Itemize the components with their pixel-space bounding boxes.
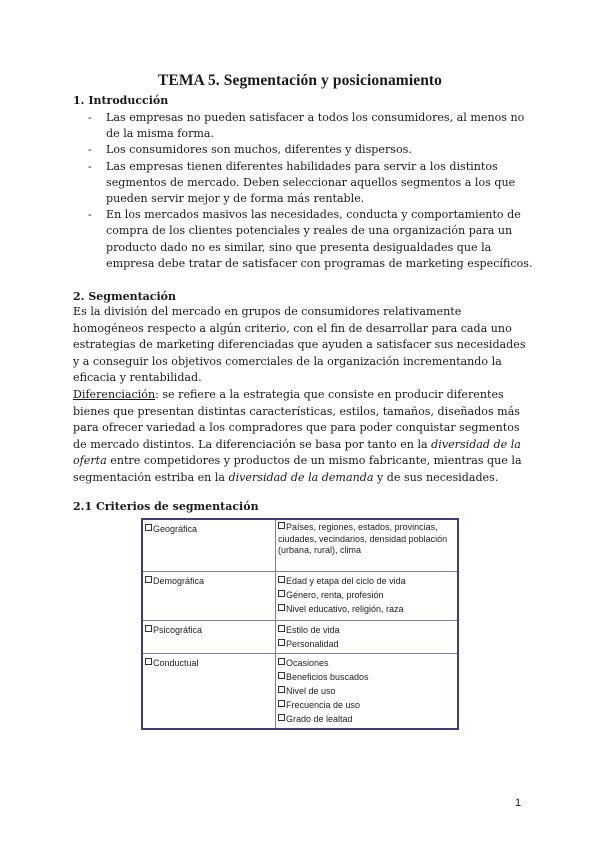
criteria-table [141, 518, 459, 730]
section-heading-criterios: 2.1 Criterios de segmentación [73, 500, 259, 513]
table-row [142, 572, 458, 621]
checkbox-square-icon [278, 686, 285, 693]
diferenciacion-paragraph [73, 387, 535, 486]
list-item-text: Las empresas tienen diferentes habilidades para servir a los distintos segmentos de mercado. Deben seleccionar aquellos segmentos a los que pueden servir mejor y de forma más rentable. [106, 159, 516, 206]
criterion-value: Frecuencia de uso [286, 700, 361, 710]
criterion-name: Demográfica [153, 576, 205, 586]
bullet-marker: - [88, 143, 92, 157]
checkbox-square-icon [278, 639, 285, 646]
criterion-value: Edad y etapa del ciclo de vida [286, 576, 406, 586]
checkbox-square-icon [145, 576, 152, 583]
criterion-cell [142, 654, 276, 730]
criterion-value: Nivel educativo, religión, raza [286, 604, 404, 614]
list-item [73, 159, 533, 208]
page-number: 1 [515, 797, 522, 809]
criterion-values-cell [276, 621, 459, 654]
list-item [73, 142, 533, 158]
checkbox-square-icon [278, 658, 285, 665]
criterion-name: Psicográfica [153, 625, 203, 635]
intro-bullet-list [73, 110, 533, 272]
diferenciacion-text: : se refiere a la estrategia que consiste en producir diferentes bienes que presentan distintas características, estilos, tamaños, diseñados más para ofrecer variedad a los compradores que para poder conquistar segmentos de mercado distintos. La diferenciación se basa por tanto en la [73, 388, 520, 451]
checkbox-square-icon [278, 522, 285, 529]
table-row [142, 621, 458, 654]
checkbox-square-icon [278, 714, 285, 721]
table-row [142, 654, 458, 730]
criterion-value: Género, renta, profesión [286, 590, 384, 600]
criterion-values-cell [276, 519, 459, 572]
diferenciacion-text: entre competidores y productos de un mismo fabricante, mientras que la segmentación estriba en la [73, 454, 522, 484]
list-item [73, 207, 533, 272]
criterion-value: Nivel de uso [286, 686, 336, 696]
diversidad-demanda-italic: diversidad de la demanda [228, 470, 374, 484]
section-heading-introduccion: 1. Introducción [73, 94, 169, 107]
checkbox-square-icon [145, 524, 152, 531]
criterion-values-cell [276, 654, 459, 730]
diferenciacion-term: Diferenciación [73, 388, 156, 401]
segmentacion-paragraph: Es la división del mercado en grupos de consumidores relativamente homogéneos respecto a algún criterio, con el fin de desarrollar para cada uno estrategias de marketing diferenciadas que ayuden a satisfacer sus necesidades y a conseguir los objetivos comerciales de la organización incrementando la eficacia y rentabilidad. [73, 305, 526, 384]
diversidad-oferta-italic: diversidad de la oferta [73, 437, 521, 467]
criterion-cell [142, 621, 276, 654]
checkbox-square-icon [145, 658, 152, 665]
page-title: TEMA 5. Segmentación y posicionamiento [157, 72, 443, 89]
checkbox-square-icon [278, 604, 285, 611]
criterion-name: Conductual [153, 658, 199, 668]
bullet-marker: - [88, 159, 92, 173]
list-item-text: Los consumidores son muchos, diferentes y dispersos. [106, 143, 412, 157]
criterion-value: Ocasiones [286, 658, 329, 668]
bullet-marker: - [88, 111, 92, 124]
list-item-text: En los mercados masivos las necesidades, conducta y comportamiento de compra de los clientes potenciales y reales de una organización para un producto dado no es similar, sino que presenta desigualdades que la empresa debe tratar de satisfacer con programas de marketing específicos. [106, 208, 533, 270]
checkbox-square-icon [278, 576, 285, 583]
checkbox-square-icon [145, 625, 152, 632]
section-heading-segmentacion: 2. Segmentación [73, 290, 177, 303]
criterion-value: Personalidad [286, 639, 339, 649]
bullet-marker: - [88, 208, 92, 222]
criterion-value: Grado de lealtad [286, 714, 353, 724]
list-item-text: Las empresas no pueden satisfacer a todos los consumidores, al menos no de la misma forma. [106, 111, 525, 141]
criterion-value: Estilo de vida [286, 625, 340, 635]
diferenciacion-text: y de sus necesidades. [373, 470, 499, 484]
checkbox-square-icon [278, 625, 285, 632]
checkbox-square-icon [278, 700, 285, 707]
checkbox-square-icon [278, 672, 285, 679]
criterion-cell [142, 572, 276, 621]
table-row [142, 519, 458, 572]
criterion-cell [142, 519, 276, 572]
criterion-value: Países, regiones, estados, provincias, ciudades, vecindarios, densidad población (urbana, rural), clima [278, 522, 448, 555]
criterion-name: Geográfica [153, 524, 198, 534]
criterion-value: Beneficios buscados [286, 672, 369, 682]
list-item [73, 110, 533, 142]
checkbox-square-icon [278, 590, 285, 597]
criterion-values-cell [276, 572, 459, 621]
